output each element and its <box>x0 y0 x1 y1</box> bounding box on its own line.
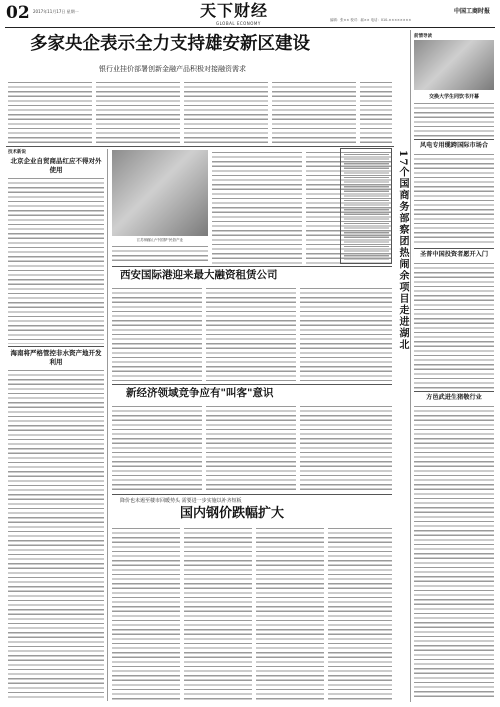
center-rule-2 <box>112 384 392 385</box>
left-section-kicker: 技术新说 <box>8 150 26 155</box>
center-rule-1 <box>112 266 392 267</box>
lead-headline: 多家央企表示全力支持雄安新区建设 <box>30 34 310 54</box>
bottom-col-2 <box>184 526 252 700</box>
bottom-col-4 <box>328 526 392 700</box>
lead-bottom-rule <box>6 146 394 147</box>
right-article-3-title: 方邑武进生猪敬行业 <box>426 394 482 401</box>
center-article-2-col-3 <box>300 404 392 492</box>
lead-subheadline: 银行业挂价部署创新金融产品积极对接融资需求 <box>99 65 246 73</box>
photo-caption: 江苏铜邮山"中国梦"民俗产业 <box>136 238 184 242</box>
masthead-title: 天下财经 <box>200 1 269 20</box>
vertical-title <box>396 150 408 380</box>
page-header <box>0 0 500 30</box>
right-rule-3 <box>414 391 494 392</box>
right-article-3-body <box>414 404 494 700</box>
bottom-rule <box>112 494 392 495</box>
lead-body-col-4 <box>272 80 356 144</box>
bottom-banner: 降价也未遏至楼市回暖势头 需要进一步实施以补齐短板 <box>120 498 242 504</box>
bottom-article-title: 国内钢价跌幅扩大 <box>180 506 285 521</box>
left-article-1-body <box>8 176 104 344</box>
lead-body-col-2 <box>96 80 180 144</box>
right-column-divider <box>410 30 411 702</box>
center-article-2-title: 新经济领域竞争应有"叫客"意识 <box>126 387 274 399</box>
center-article-1-title: 西安国际港迎来最大融资租赁公司 <box>120 269 278 281</box>
center-article-1-col-3 <box>300 286 392 382</box>
left-article-2-body <box>8 368 104 698</box>
left-column-divider <box>107 149 108 701</box>
left-mid-rule <box>8 346 104 347</box>
center-article-1-col-2 <box>206 286 296 382</box>
right-article-1-body <box>414 152 494 246</box>
masthead-english: GLOBAL ECONOMY <box>216 21 261 26</box>
photo-dragon-boat <box>112 150 208 236</box>
vertical-title-text: 17个国商务部察团热闹余项目走进湖北 <box>397 150 408 351</box>
right-lede-body <box>414 101 494 137</box>
right-article-2-title: 圣普中国投资者愿开入门 <box>419 251 489 258</box>
left-article-2-title: 海南将严格管控非水资产地开发利用 <box>10 349 102 366</box>
right-header-label: 前情导读 <box>414 34 432 39</box>
right-article-2-body <box>414 261 494 389</box>
center-upper-col-1 <box>212 150 302 264</box>
bottom-col-1 <box>112 526 180 700</box>
bottom-col-3 <box>256 526 324 700</box>
lead-body-col-1 <box>8 80 92 144</box>
right-rule-2 <box>414 248 494 249</box>
photo-caption-body <box>112 244 208 264</box>
lead-body-col-3 <box>184 80 268 144</box>
sidebar-box <box>340 148 392 264</box>
right-lede-title: 交换大学生同饮书开幕 <box>428 94 479 100</box>
sidebar-box-body <box>344 152 389 260</box>
left-article-1-title: 北京企业自贸商品红应不得对外使用 <box>10 157 102 174</box>
page-number: 02 <box>6 3 30 23</box>
right-article-1-title: 风电专用缆跨国际市场合 <box>419 142 489 149</box>
lead-body-col-5 <box>360 80 392 144</box>
right-rule-1 <box>414 139 494 140</box>
date-line: 2017年11月17日 星期一 <box>33 9 79 14</box>
editor-line: 编辑：张×× 校对：郝×× 电话：010-×××××××× <box>330 18 412 22</box>
center-article-1-col-1 <box>112 286 202 382</box>
center-article-2-col-2 <box>206 404 296 492</box>
brand-name: 中国工商时报 <box>454 8 491 15</box>
right-photo <box>414 40 494 90</box>
center-article-2-col-1 <box>112 404 202 492</box>
header-rule <box>5 27 495 28</box>
